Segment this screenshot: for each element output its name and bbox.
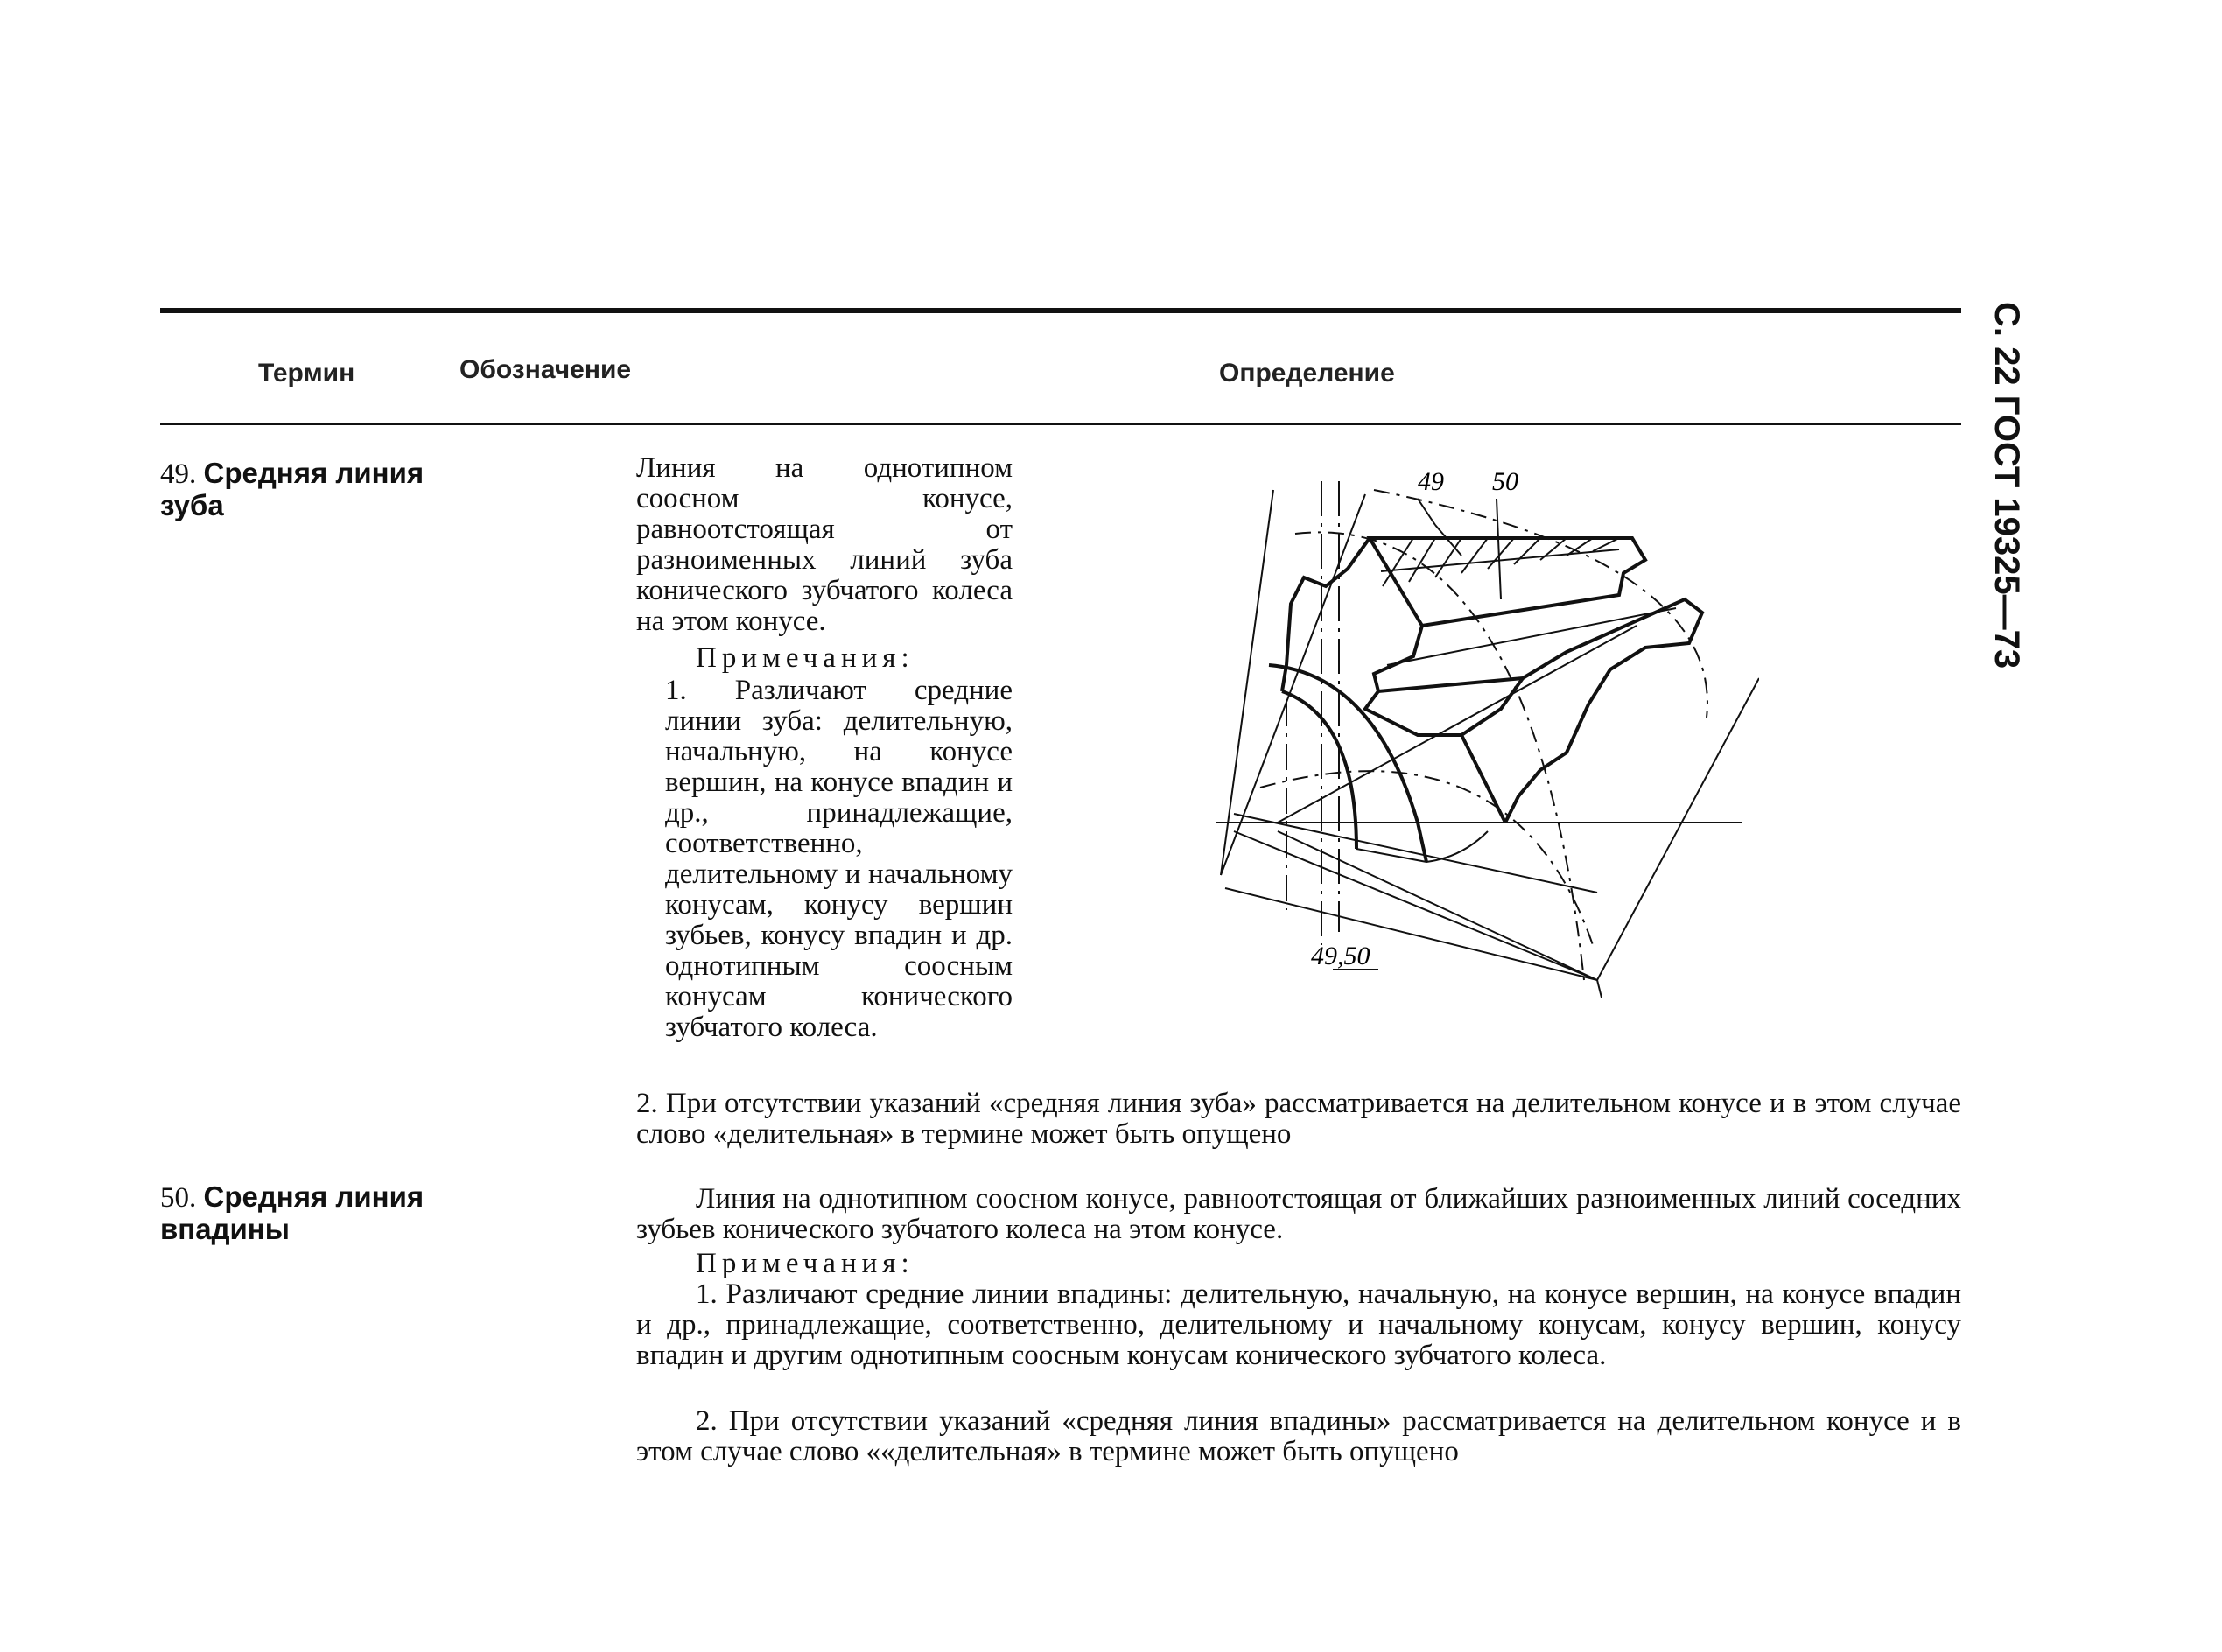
term-50-label-line2: впадины [160, 1213, 290, 1245]
figure-label-49: 49 [1418, 467, 1444, 496]
term-49-number: 49. [160, 458, 197, 490]
note-49-1: 1. Различают средние линии зуба: делительную, начальную, на конусе вершин, на конусе впадин и др., принадлежащие, соответственно, делительному и начальному конусам, конусу вершин зубьев, конусу впадин и др. однотипным соосным конусам конического зубчатого колеса. [665, 675, 1013, 1043]
def-50-text: Линия на однотипном соосном конусе, равноотстоящая от ближайших разноименных линий соседних зубьев конического зубчатого колеса на этом конусе. [636, 1183, 1961, 1245]
note-50-2: 2. При отсутствии указаний «средняя линия впадины» рассматривается на делительном конусе и в этом случае слово ««делительная» в термине может быть опущено [636, 1405, 1961, 1467]
header-designation: Обозначение [459, 355, 632, 384]
def-49-text: Линия на однотипном соосном конусе, равноотстоящая от разноименных линий зуба конического зубчатого колеса на этом конусе. [636, 452, 1013, 637]
note-50-1: 1. Различают средние линии впадины: делительную, начальную, на конусе вершин, на конусе впадин и др., принадлежащие, соответственно, делительному и начальному конусам, конусу вершин, конусу впадин и другим однотипным соосным конусам конического зубчатого колеса. [636, 1278, 1961, 1371]
header-term: Термин [258, 359, 355, 388]
header-rule [160, 423, 1961, 425]
figure-label-50: 50 [1492, 467, 1518, 496]
term-50-number: 50. [160, 1182, 197, 1214]
term-49 [160, 458, 424, 522]
bevel-gear-drawing [1199, 455, 1759, 998]
page-number-label: С. 22 ГОСТ 19325—73 [1987, 302, 2026, 669]
header-definition: Определение [1219, 359, 1395, 388]
figure-label-49-50: 49,50 [1311, 942, 1370, 970]
top-rule [160, 308, 1961, 313]
note-49-2: 2. При отсутствии указаний «средняя линия зуба» рассматривается на делительном конусе и в этом случае слово «делительная» в термине может быть опущено [636, 1088, 1961, 1150]
notes-50-title: Примечания: [696, 1248, 915, 1279]
term-50-label: Средняя линия [203, 1180, 424, 1213]
term-49-label-line2: зуба [160, 489, 224, 522]
term-49-label: Средняя линия [203, 457, 424, 489]
term-50 [160, 1181, 424, 1245]
page-side-label [1987, 302, 2026, 757]
notes-49-title: Примечания: [696, 642, 915, 674]
